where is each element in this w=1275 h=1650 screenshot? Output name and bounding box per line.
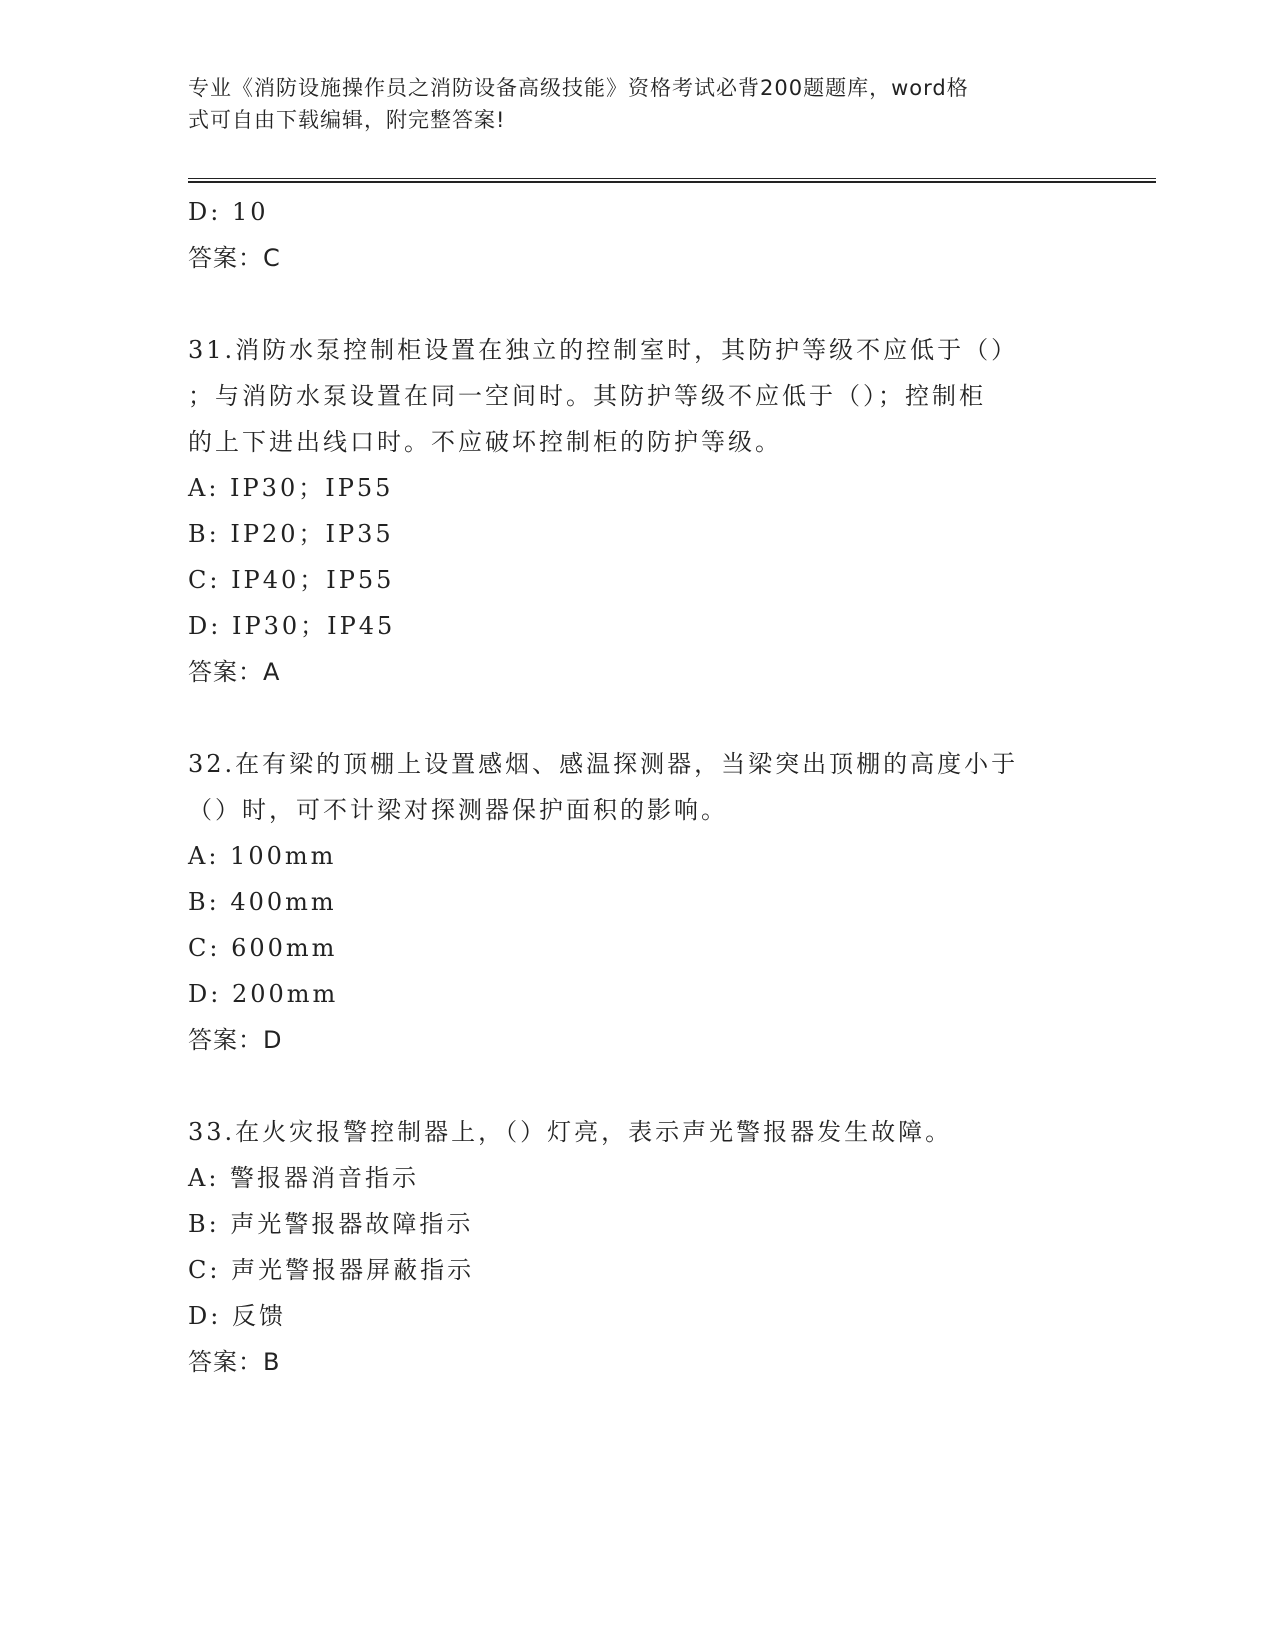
question-stem — [188, 1109, 1088, 1155]
option-c: C: 声光警报器屏蔽指示 — [188, 1256, 475, 1284]
answer-line: 答案：A — [188, 658, 281, 686]
option-b: B: IP20；IP35 — [188, 520, 394, 548]
option-d: D: 10 — [188, 198, 269, 226]
answer-line: 答案：B — [188, 1348, 281, 1376]
question-list — [188, 189, 1088, 1385]
header-divider — [188, 178, 1156, 183]
page-header — [188, 72, 1068, 136]
option-a: A: 警报器消音指示 — [188, 1164, 420, 1192]
stem-line: （）时，可不计梁对探测器保护面积的影响。 — [188, 796, 728, 824]
option-c: C: 600mm — [188, 934, 338, 962]
option-d: D: IP30；IP45 — [188, 612, 396, 640]
stem-line: 32.在有梁的顶棚上设置感烟、感温探测器，当梁突出顶棚的高度小于 — [188, 750, 1019, 778]
stem-line: 33.在火灾报警控制器上，（）灯亮，表示声光警报器发生故障。 — [188, 1118, 953, 1146]
question-33 — [188, 1109, 1088, 1385]
question-stem — [188, 741, 1088, 833]
previous-question-tail — [188, 189, 1088, 281]
option-d: D: 反馈 — [188, 1302, 286, 1330]
question-31 — [188, 327, 1088, 695]
stem-line: 31.消防水泵控制柜设置在独立的控制室时，其防护等级不应低于（） — [188, 336, 1019, 364]
question-32 — [188, 741, 1088, 1063]
header-line-1: 专业《消防设施操作员之消防设备高级技能》资格考试必背200题题库，word格 — [188, 76, 969, 100]
option-a: A: 100mm — [188, 842, 337, 870]
option-b: B: 声光警报器故障指示 — [188, 1210, 474, 1238]
header-line-2: 式可自由下载编辑，附完整答案! — [188, 108, 506, 132]
stem-line: ；与消防水泵设置在同一空间时。其防护等级不应低于（）；控制柜 — [188, 382, 986, 410]
option-a: A: IP30；IP55 — [188, 474, 394, 502]
question-stem — [188, 327, 1088, 465]
answer-line: 答案：C — [188, 244, 281, 272]
stem-line: 的上下进出线口时。不应破坏控制柜的防护等级。 — [188, 428, 782, 456]
option-d: D: 200mm — [188, 980, 339, 1008]
option-c: C: IP40；IP55 — [188, 566, 395, 594]
option-b: B: 400mm — [188, 888, 337, 916]
answer-line: 答案：D — [188, 1026, 283, 1054]
